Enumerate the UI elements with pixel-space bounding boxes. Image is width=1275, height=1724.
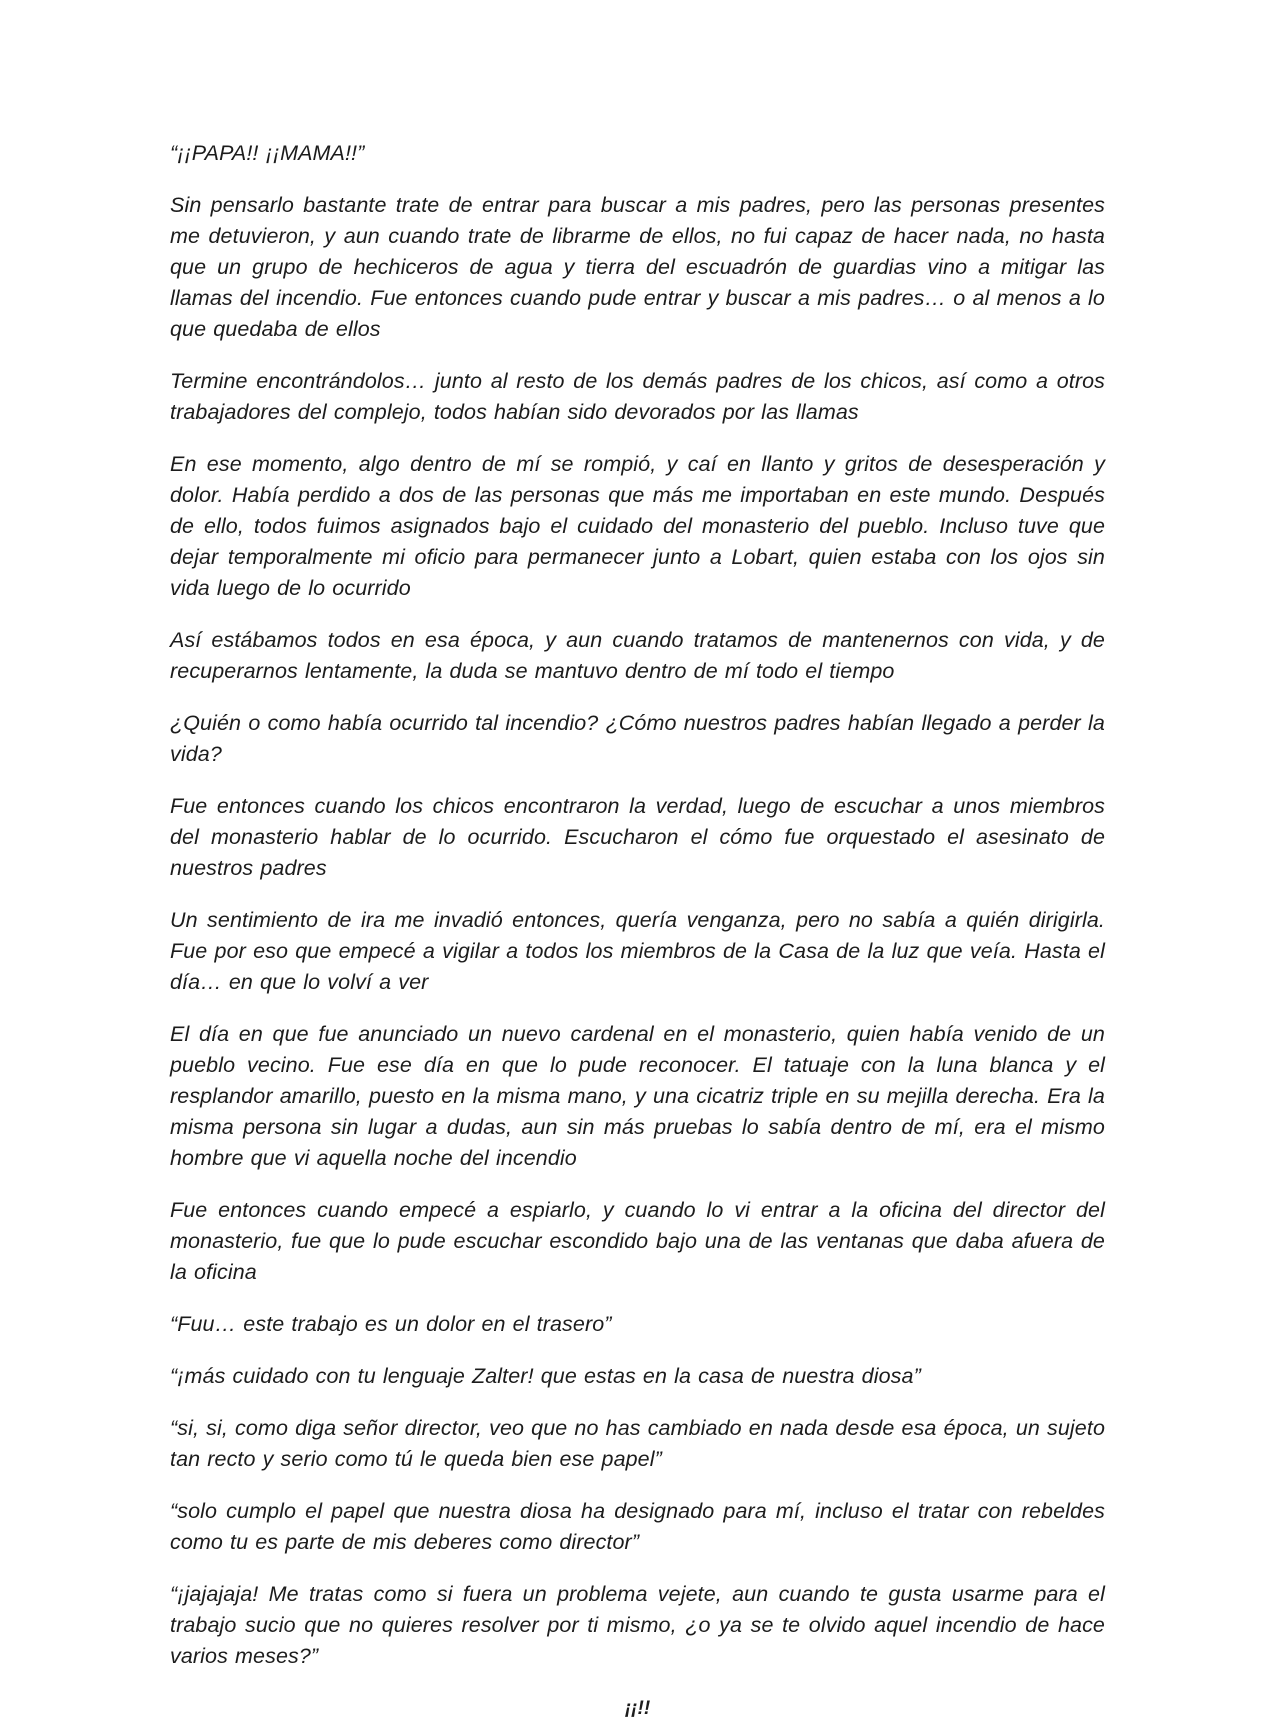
paragraph: Termine encontrándolos… junto al resto de los demás padres de los chicos, así como a otros trabajadores del complejo, todos habían sido devorados por las llamas: [170, 369, 1105, 424]
scene-break-mark: ¡¡!!: [624, 1698, 651, 1719]
paragraph: El día en que fue anunciado un nuevo cardenal en el monasterio, quien había venido de un pueblo vecino. Fue ese día en que lo pude reconocer. El tatuaje con la luna blanca y el resplandor amarillo, puesto en la misma mano, y una cicatriz triple en su mejilla derecha. Era la misma persona sin lugar a dudas, aun sin más pruebas lo sabía dentro de mí, era el mismo hombre que vi aquella noche del incendio: [170, 1022, 1105, 1170]
paragraph-question: ¿Quién o como había ocurrido tal incendio? ¿Cómo nuestros padres habían llegado a perder la vida?: [170, 711, 1105, 766]
paragraph-dialogue: “si, si, como diga señor director, veo que no has cambiado en nada desde esa época, un sujeto tan recto y serio como tú le queda bien ese papel”: [170, 1416, 1105, 1471]
paragraph: Un sentimiento de ira me invadió entonces, quería venganza, pero no sabía a quién dirigirla. Fue por eso que empecé a vigilar a todos los miembros de la Casa de la luz que veía. Hasta el día… en que lo volví a ver: [170, 908, 1105, 994]
paragraph-dialogue: “Fuu… este trabajo es un dolor en el trasero”: [170, 1312, 612, 1336]
paragraph: Sin pensarlo bastante trate de entrar para buscar a mis padres, pero las personas presentes me detuvieron, y aun cuando trate de librarme de ellos, no fui capaz de hacer nada, no hasta que un grupo de hechiceros de agua y tierra del escuadrón de guardias vino a mitigar las llamas del incendio. Fue entonces cuando pude entrar y buscar a mis padres… o al menos a lo que quedaba de ellos: [170, 193, 1105, 341]
paragraph: Fue entonces cuando los chicos encontraron la verdad, luego de escuchar a unos miembros del monasterio hablar de lo ocurrido. Escucharon el cómo fue orquestado el asesinato de nuestros padres: [170, 794, 1105, 880]
paragraph-dialogue: “¡más cuidado con tu lenguaje Zalter! que estas en la casa de nuestra diosa”: [170, 1364, 921, 1388]
paragraph-dialogue: “solo cumplo el papel que nuestra diosa ha designado para mí, incluso el tratar con rebeldes como tu es parte de mis deberes como director”: [170, 1499, 1105, 1554]
paragraph: En ese momento, algo dentro de mí se rompió, y caí en llanto y gritos de desesperación y dolor. Había perdido a dos de las personas que más me importaban en este mundo. Después de ello, todos fuimos asignados bajo el cuidado del monasterio del pueblo. Incluso tuve que dejar temporalmente mi oficio para permanecer junto a Lobart, quien estaba con los ojos sin vida luego de lo ocurrido: [170, 452, 1105, 600]
paragraph: Así estábamos todos en esa época, y aun cuando tratamos de mantenernos con vida, y de recuperarnos lentamente, la duda se mantuvo dentro de mí todo el tiempo: [170, 628, 1105, 683]
paragraph-dialogue: “¡jajajaja! Me tratas como si fuera un problema vejete, aun cuando te gusta usarme para el trabajo sucio que no quieres resolver por ti mismo, ¿o ya se te olvido aquel incendio de hace varios meses?”: [170, 1582, 1105, 1668]
paragraph-dialogue-scream: “¡¡PAPA!! ¡¡MAMA!!”: [170, 141, 365, 165]
paragraph: Fue entonces cuando empecé a espiarlo, y cuando lo vi entrar a la oficina del director del monasterio, fue que lo pude escuchar escondido bajo una de las ventanas que daba afuera de la oficina: [170, 1198, 1105, 1284]
